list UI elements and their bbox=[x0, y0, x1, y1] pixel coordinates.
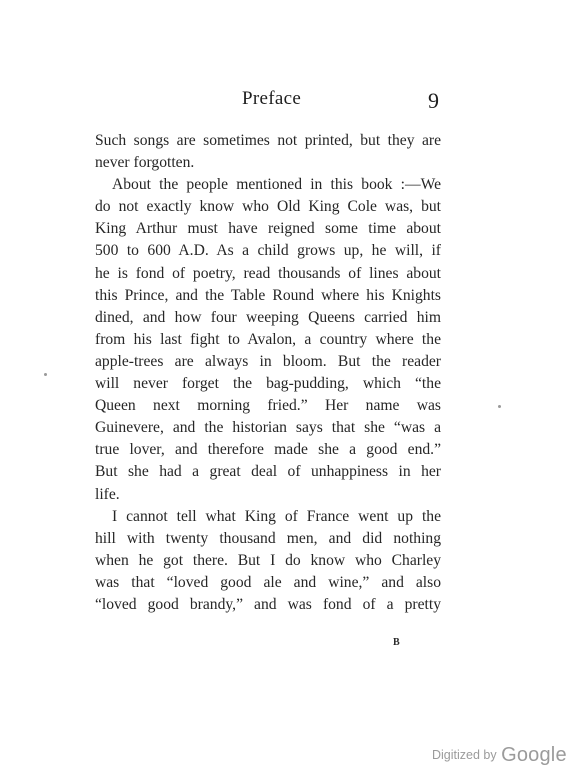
google-logo: Google bbox=[501, 744, 567, 766]
text-line: About the people mentioned in this book :—We bbox=[112, 176, 441, 194]
text-line: do not exactly know who Old King Cole was, but bbox=[95, 198, 441, 216]
digitized-watermark bbox=[432, 744, 567, 767]
page-title: Preface bbox=[242, 88, 302, 109]
text-line: when he got there. But I do know who Charley bbox=[95, 551, 441, 569]
text-line: Queen next morning fried.” Her name was bbox=[95, 397, 441, 415]
text-line: King Arthur must have reigned some time about bbox=[95, 220, 441, 238]
text-line: life. bbox=[95, 485, 120, 503]
text-line: But she had a great deal of unhappiness in her bbox=[95, 463, 441, 481]
text-line: apple-trees are always in bloom. But the reader bbox=[95, 352, 441, 370]
text-line: Guinevere, and the historian says that she “was a bbox=[95, 419, 441, 437]
speck-mark bbox=[44, 373, 47, 376]
text-line: dined, and how four weeping Queens carried him bbox=[95, 308, 441, 326]
text-line: I cannot tell what King of France went up the bbox=[112, 507, 441, 525]
speck-mark bbox=[498, 405, 501, 408]
text-line: was that “loved good ale and wine,” and also bbox=[95, 573, 441, 591]
text-line: will never forget the bag-pudding, which “the bbox=[95, 375, 441, 393]
text-line: never forgotten. bbox=[95, 154, 195, 172]
text-line: Such songs are sometimes not printed, but they are bbox=[95, 132, 441, 149]
text-line: from his last fight to Avalon, a country where the bbox=[95, 330, 441, 348]
text-line: true lover, and therefore made she a good end.” bbox=[95, 441, 441, 459]
text-line: 500 to 600 A.D. As a child grows up, he will, if bbox=[95, 242, 441, 260]
text-line: “loved good brandy,” and was fond of a pretty bbox=[95, 595, 441, 613]
text-line: hill with twenty thousand men, and did nothing bbox=[95, 529, 441, 547]
page-number: 9 bbox=[428, 88, 439, 113]
signature-mark: B bbox=[393, 637, 400, 648]
text-line: this Prince, and the Table Round where his Knights bbox=[95, 286, 441, 304]
body-text bbox=[95, 130, 441, 616]
text-line: he is fond of poetry, read thousands of lines about bbox=[95, 264, 441, 282]
running-header bbox=[0, 88, 575, 112]
watermark-prefix: Digitized by bbox=[432, 748, 497, 762]
